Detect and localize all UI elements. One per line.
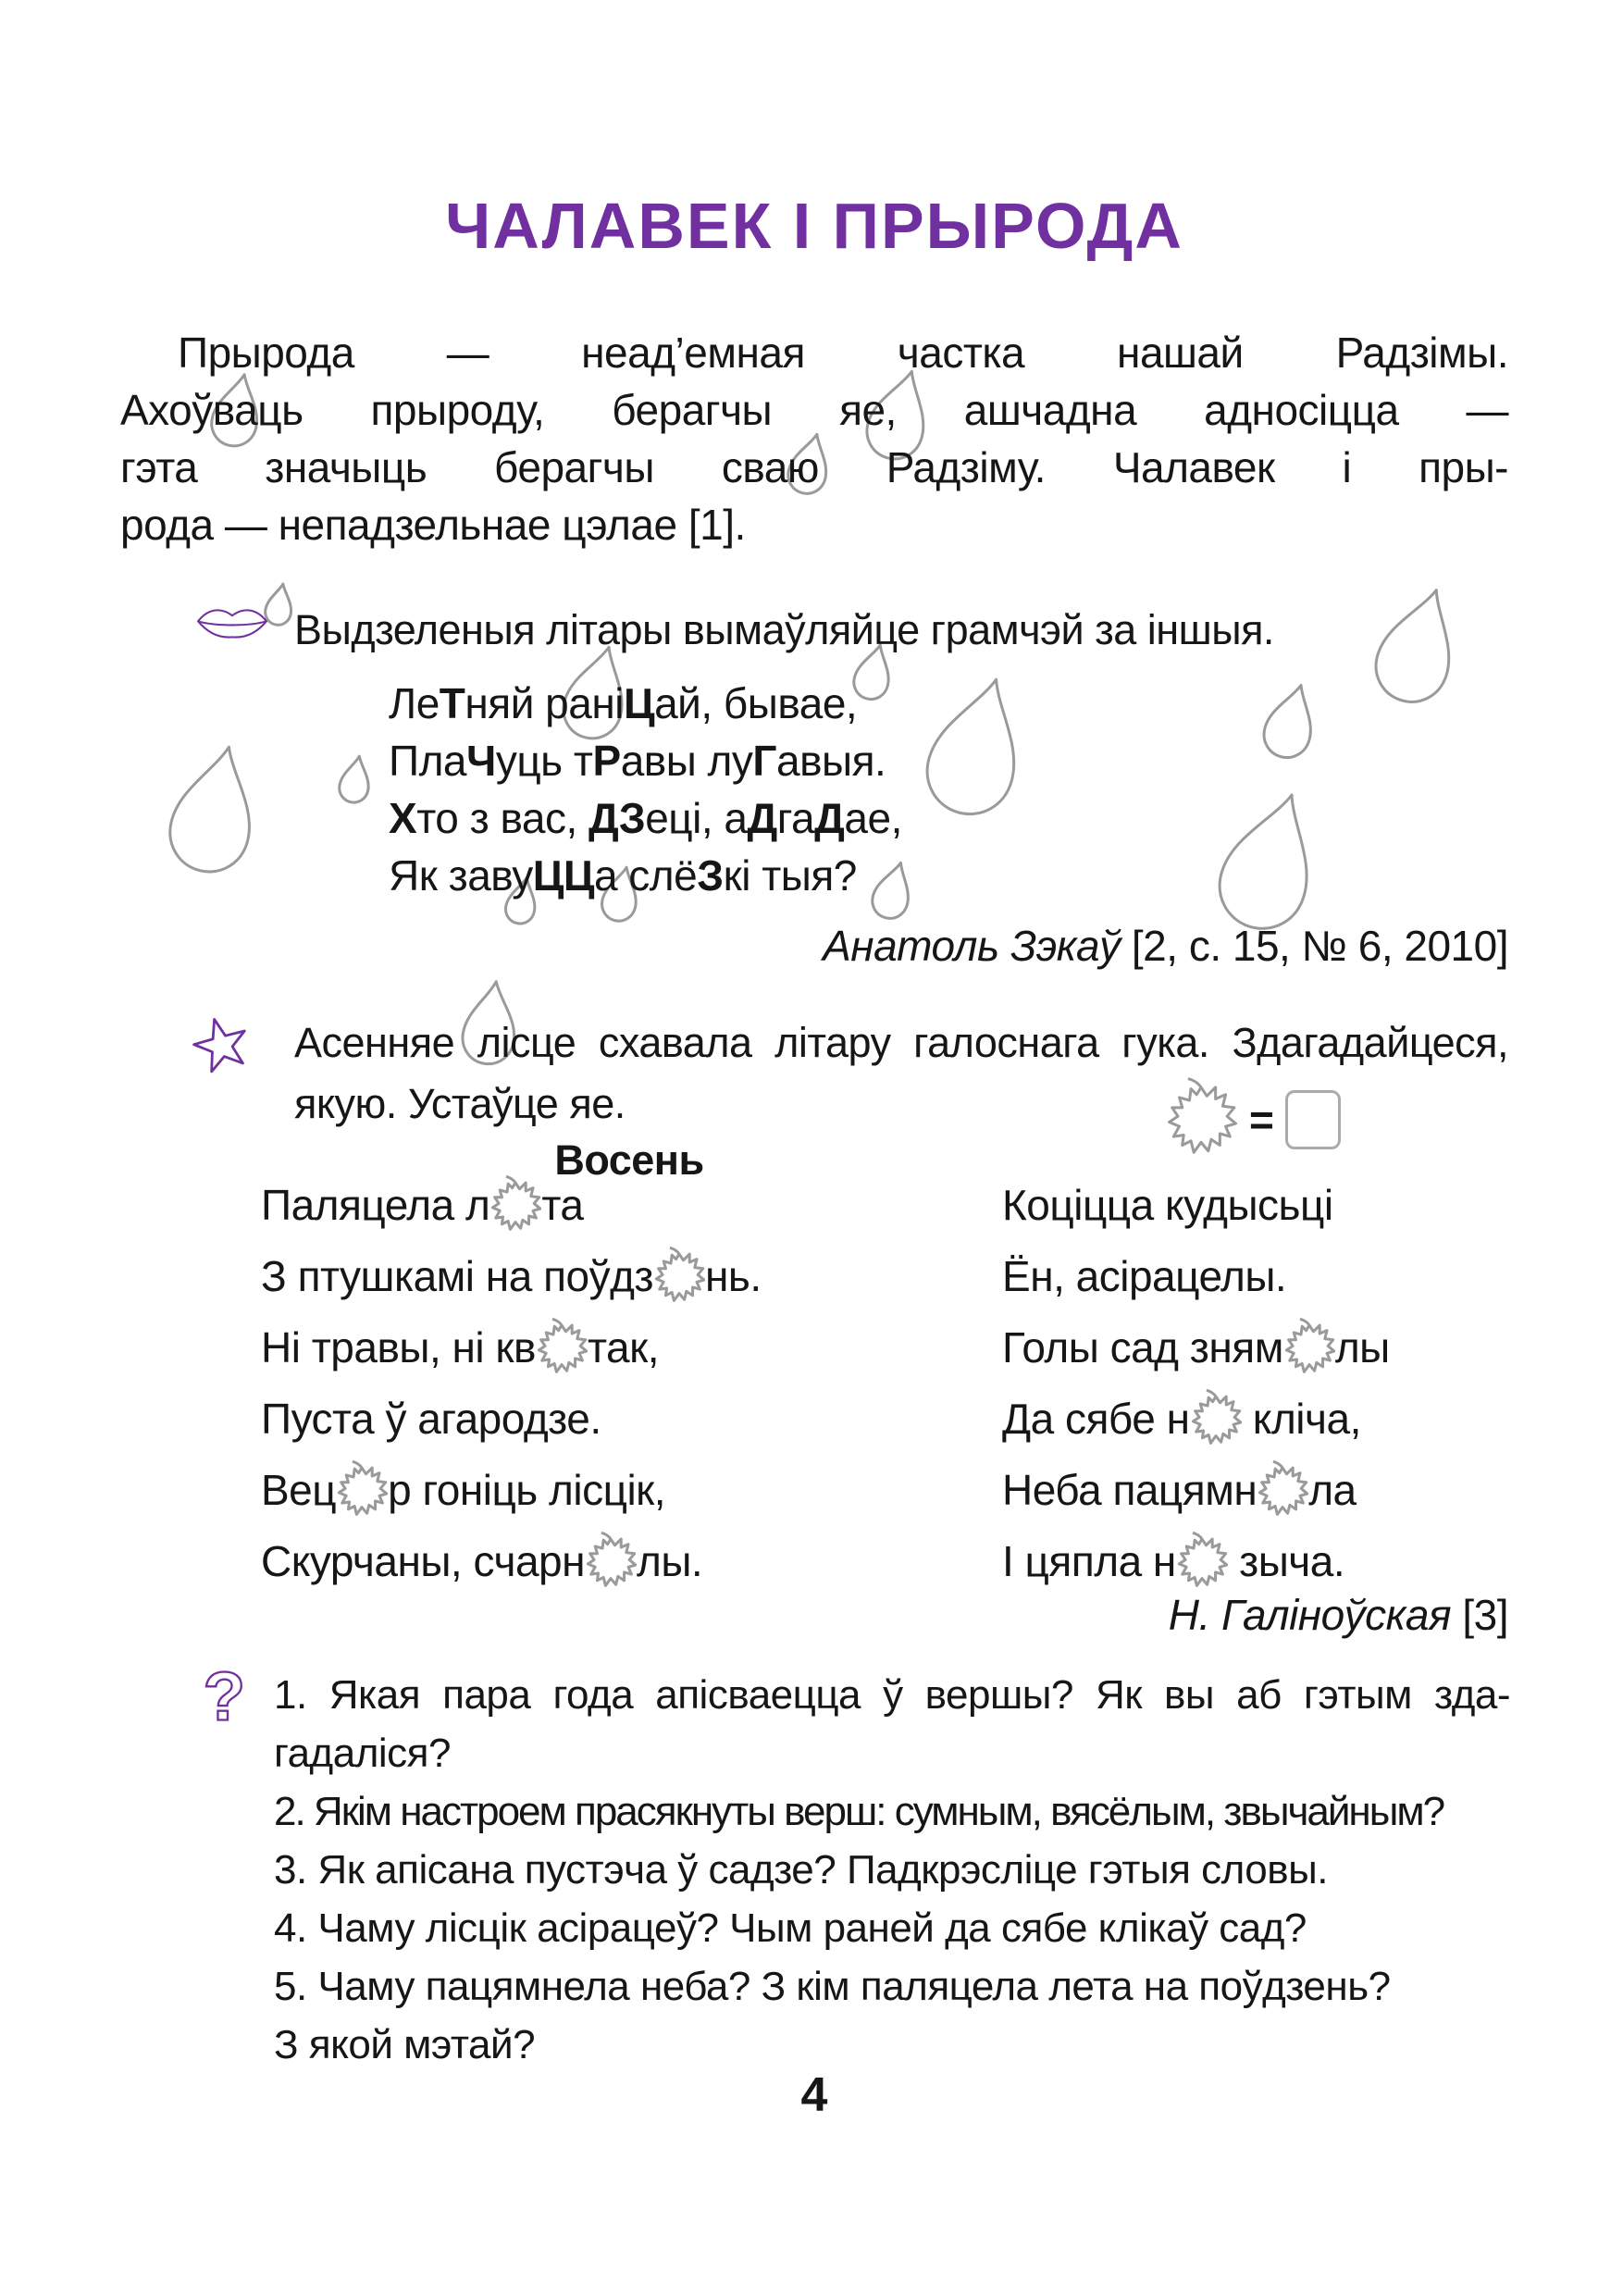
intro-line: Прырода — неад’емная частка нашай Радзімы. — [178, 329, 1508, 377]
leaf-icon — [1190, 1389, 1242, 1446]
instruction-line: Асенняе лісце схавала літару галоснага гука. Здагадайцеся, — [294, 1019, 1508, 1066]
poem-line: Як завуЦЦа слёЗкі тыя? — [389, 851, 857, 900]
letter-box — [1285, 1090, 1341, 1149]
question-line: 5. Чаму пацямнела неба? З кім паляцела лета на поўдзень? — [274, 1964, 1391, 2009]
poem-line: І цяпла н зыча. — [1002, 1526, 1390, 1597]
question-line: З якой мэтай? — [274, 2022, 536, 2067]
leaf-icon — [489, 1175, 541, 1233]
poem-line: Голы сад зням лы — [1002, 1312, 1390, 1384]
poem-line: Ён, асірацелы. — [1002, 1252, 1287, 1300]
intro-line: Ахоўваць прыроду, берагчы яе, ашчадна адносіцца — — [120, 386, 1508, 434]
intro-line: рода — непадзельнае цэлае [1]. — [120, 501, 746, 549]
question-mark-icon — [196, 1662, 248, 1736]
citation: [3] — [1462, 1591, 1508, 1639]
leaf-icon — [1283, 1318, 1335, 1375]
raindrop-icon — [334, 747, 378, 811]
poem-line: Пуста ў агародзе. — [261, 1395, 601, 1443]
question-line: гадаліся? — [274, 1731, 451, 1776]
leaf-legend — [1164, 1077, 1341, 1161]
question-line: 4. Чаму лісцік асірацеў? Чым раней да сябе клікаў сад? — [274, 1905, 1307, 1951]
questions-list — [274, 1666, 1510, 2074]
leaf-icon — [1164, 1077, 1238, 1161]
poem-line: Ні травы, ні кв так, — [261, 1312, 762, 1384]
poem-attribution — [120, 1590, 1508, 1640]
poem-column-left — [261, 1170, 762, 1597]
poem-line: ЛеТняй раніЦай, бывае, — [389, 679, 858, 727]
intro-line: гэта значыць берагчы сваю Радзіму. Чалавек і пры- — [120, 443, 1508, 491]
author-name: Н. Галіноўская — [1168, 1591, 1452, 1639]
page-number: 4 — [800, 2068, 828, 2122]
poem-column-right — [1002, 1170, 1390, 1597]
lips-icon — [194, 594, 270, 650]
pronounce-instruction: Выдзеленыя літары вымаўляйце грамчэй за іншыя. — [294, 606, 1274, 653]
poem-line: Хто з вас, ДЗеці, аДгаДае, — [389, 794, 902, 842]
poem-line: Скурчаны, счарн лы. — [261, 1526, 762, 1597]
equals-sign: = — [1249, 1095, 1274, 1144]
instruction-line: якую. Устаўце яе. — [294, 1080, 626, 1127]
poem-title: Восень — [554, 1136, 704, 1184]
svg-text:?: ? — [203, 1662, 245, 1735]
leaf-icon — [585, 1532, 637, 1589]
poem-line: Вец р гоніць лісцік, — [261, 1455, 762, 1526]
raindrop-icon — [1252, 675, 1329, 767]
raindrop-icon — [907, 661, 1047, 832]
question-line: 2. Якім настроем прасякнуты верш: сумным, вясёлым, звычайным? — [274, 1789, 1444, 1834]
leaf-icon — [336, 1460, 388, 1518]
page-title: ЧАЛАВЕК І ПРЫРОДА — [445, 190, 1183, 262]
poem-line: З птушкамі на поўдз нь. — [261, 1241, 762, 1312]
question-line: 3. Як апісана пустэча ў садзе? Падкрэсліце гэтыя словы. — [274, 1847, 1328, 1893]
poem-line: Да сябе н кліча, — [1002, 1384, 1390, 1455]
poem-attribution — [120, 921, 1508, 971]
leaf-icon — [1257, 1460, 1308, 1518]
poem-line: Неба пацямн ла — [1002, 1455, 1390, 1526]
citation: [2, с. 15, № 6, 2010] — [1131, 922, 1508, 970]
raindrop-icon — [155, 728, 276, 889]
poem-line: Коціцца кудысьці — [1002, 1181, 1333, 1229]
author-name: Анатоль Зэкаў — [823, 922, 1121, 970]
leaf-icon — [653, 1247, 705, 1304]
poem-line: Паляцела л та — [261, 1170, 762, 1241]
question-line: 1. Якая пара года апісваецца ў вершы? Як вы аб гэтым зда- — [274, 1672, 1510, 1718]
leaf-icon — [1164, 1077, 1238, 1157]
poem-line: ПлаЧуць тРавы луГавыя. — [389, 737, 886, 785]
poem-rain — [389, 675, 902, 904]
leaf-icon — [1176, 1532, 1228, 1589]
leaf-icon — [536, 1318, 588, 1375]
intro-paragraph — [120, 324, 1508, 553]
